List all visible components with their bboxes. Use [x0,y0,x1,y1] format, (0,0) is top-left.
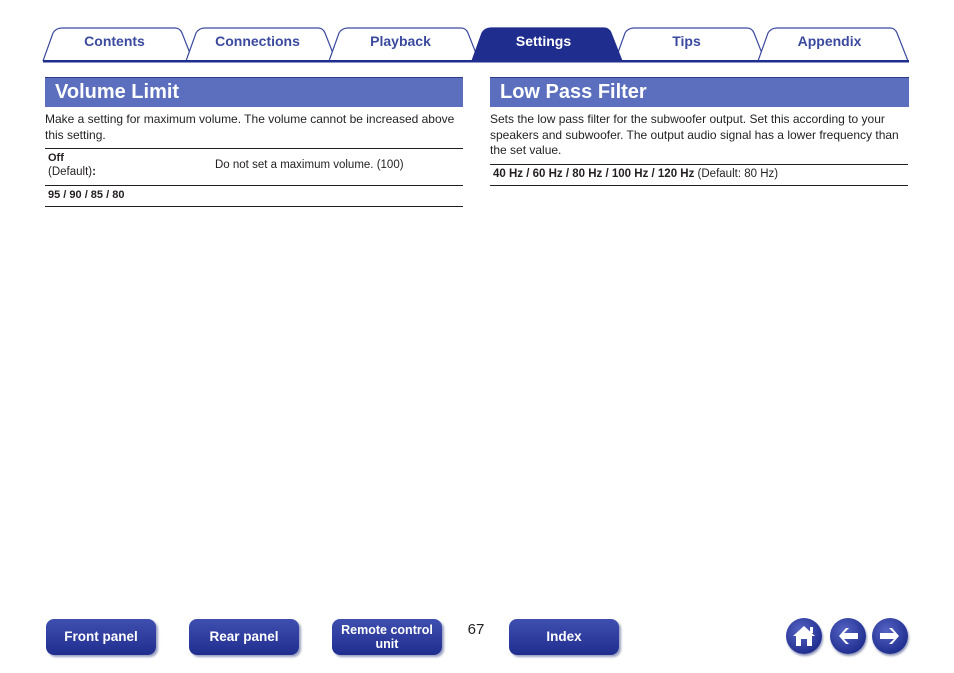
remote-control-label-2: unit [375,637,399,651]
tab-connections[interactable]: Connections [215,33,300,49]
tab-tips[interactable]: Tips [672,33,701,49]
lpf-options-row [493,167,778,181]
tab-appendix[interactable]: Appendix [797,33,862,49]
tab-shapes [0,0,954,64]
low-pass-filter-title: Low Pass Filter [490,77,909,107]
lpf-default: (Default: 80 Hz) [697,168,779,180]
option-off-description: Do not set a maximum volume. (100) [215,159,404,171]
rear-panel-button[interactable] [189,619,299,655]
rear-panel-label: Rear panel [209,629,279,644]
index-button[interactable] [509,619,619,655]
remote-control-button[interactable] [332,619,442,655]
back-button[interactable] [830,618,866,654]
table-rule-top [45,148,463,149]
forward-button[interactable] [872,618,908,654]
tab-settings[interactable]: Settings [515,33,572,49]
arrow-right-icon [872,618,908,654]
low-pass-filter-description: Sets the low pass filter for the subwoofer output. Set this according to your speakers and subwoofer. The output audio signal has a lower frequency than the set value. [490,112,899,157]
front-panel-button[interactable] [46,619,156,655]
front-panel-label: Front panel [64,629,138,644]
lpf-rule-top [490,164,908,165]
lpf-rule-bottom [490,185,908,186]
lpf-options: 40 Hz / 60 Hz / 80 Hz / 100 Hz / 120 Hz [493,168,695,180]
option-off-label: Off [48,152,64,164]
tab-contents[interactable]: Contents [84,33,145,49]
tab-playback[interactable]: Playback [370,33,431,49]
page-number: 67 [467,621,485,638]
volume-limit-description: Make a setting for maximum volume. The volume cannot be increased above this setting. [45,112,455,142]
index-label: Index [546,629,582,644]
home-button[interactable] [786,618,822,654]
tab-baseline [43,60,909,63]
table-rule-middle [45,185,463,186]
arrow-left-icon [830,618,866,654]
option-off-default [48,165,96,179]
option-values-label: 95 / 90 / 85 / 80 [48,189,125,201]
default-colon: : [92,166,96,178]
table-rule-bottom [45,206,463,207]
volume-limit-title: Volume Limit [45,77,463,107]
home-icon [786,618,822,654]
default-note: (Default) [48,166,93,178]
remote-control-label-1: Remote control [341,623,433,637]
tab-bar [0,0,954,64]
